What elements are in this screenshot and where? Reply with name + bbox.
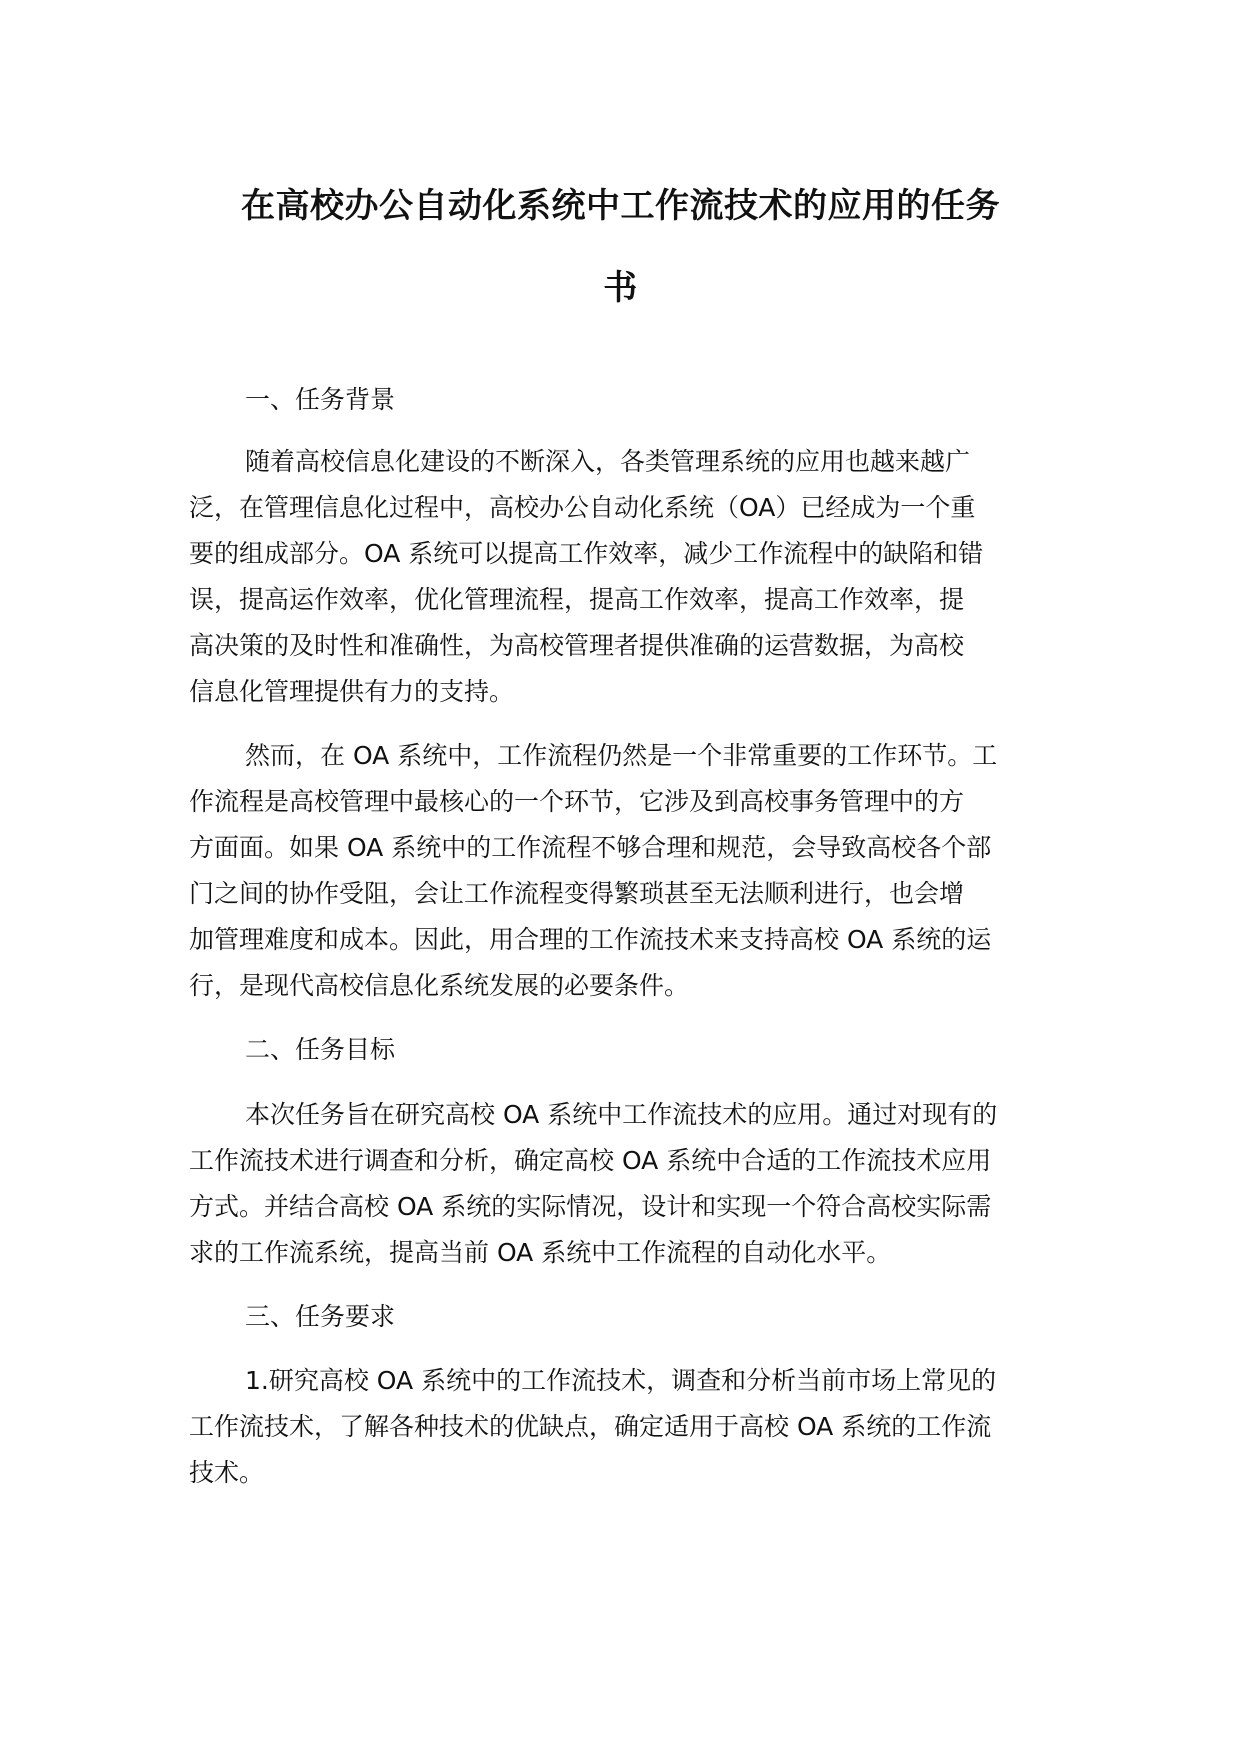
paragraph-3-line-1: 本次任务旨在研究高校 OA 系统中工作流技术的应用。通过对现有的 [245, 1100, 998, 1129]
paragraph-2-line-3: 方面面。如果 OA 系统中的工作流程不够合理和规范，会导致高校各个部 [189, 833, 992, 862]
paragraph-2-line-2: 作流程是高校管理中最核心的一个环节，它涉及到高校事务管理中的方 [189, 787, 965, 816]
paragraph-1-line-3: 要的组成部分。OA 系统可以提高工作效率，减少工作流程中的缺陷和错 [189, 539, 984, 568]
paragraph-1-line-4: 误，提高运作效率，优化管理流程，提高工作效率，提高工作效率，提 [189, 585, 965, 614]
paragraph-3-line-2: 工作流技术进行调查和分析，确定高校 OA 系统中合适的工作流技术应用 [189, 1146, 992, 1175]
section-heading-requirements: 三、任务要求 [245, 1302, 396, 1331]
paragraph-1-line-1: 随着高校信息化建设的不断深入，各类管理系统的应用也越来越广 [245, 447, 971, 476]
paragraph-4-line-3: 技术。 [189, 1458, 265, 1487]
section-heading-background: 一、任务背景 [245, 385, 396, 414]
paragraph-2-line-5: 加管理难度和成本。因此，用合理的工作流技术来支持高校 OA 系统的运 [189, 925, 992, 954]
section-heading-goals: 二、任务目标 [245, 1035, 396, 1064]
paragraph-3-line-3: 方式。并结合高校 OA 系统的实际情况，设计和实现一个符合高校实际需 [189, 1192, 992, 1221]
paragraph-2-line-1: 然而，在 OA 系统中，工作流程仍然是一个非常重要的工作环节。工 [245, 741, 998, 770]
document-title-line-2: 书 [603, 268, 638, 308]
paragraph-3-line-4: 求的工作流系统，提高当前 OA 系统中工作流程的自动化水平。 [189, 1238, 892, 1267]
paragraph-1-line-2: 泛，在管理信息化过程中，高校办公自动化系统（OA）已经成为一个重 [189, 493, 976, 522]
document-title-line-1: 在高校办公自动化系统中工作流技术的应用的任务 [241, 186, 1000, 226]
paragraph-4-line-1: 1.研究高校 OA 系统中的工作流技术，调查和分析当前市场上常见的 [245, 1366, 997, 1395]
paragraph-4-line-2: 工作流技术，了解各种技术的优缺点，确定适用于高校 OA 系统的工作流 [189, 1412, 992, 1441]
paragraph-1-line-5: 高决策的及时性和准确性，为高校管理者提供准确的运营数据，为高校 [189, 631, 965, 660]
paragraph-2-line-6: 行，是现代高校信息化系统发展的必要条件。 [189, 971, 690, 1000]
paragraph-2-line-4: 门之间的协作受阻，会让工作流程变得繁琐甚至无法顺利进行，也会增 [189, 879, 965, 908]
paragraph-1-line-6: 信息化管理提供有力的支持。 [189, 677, 515, 706]
